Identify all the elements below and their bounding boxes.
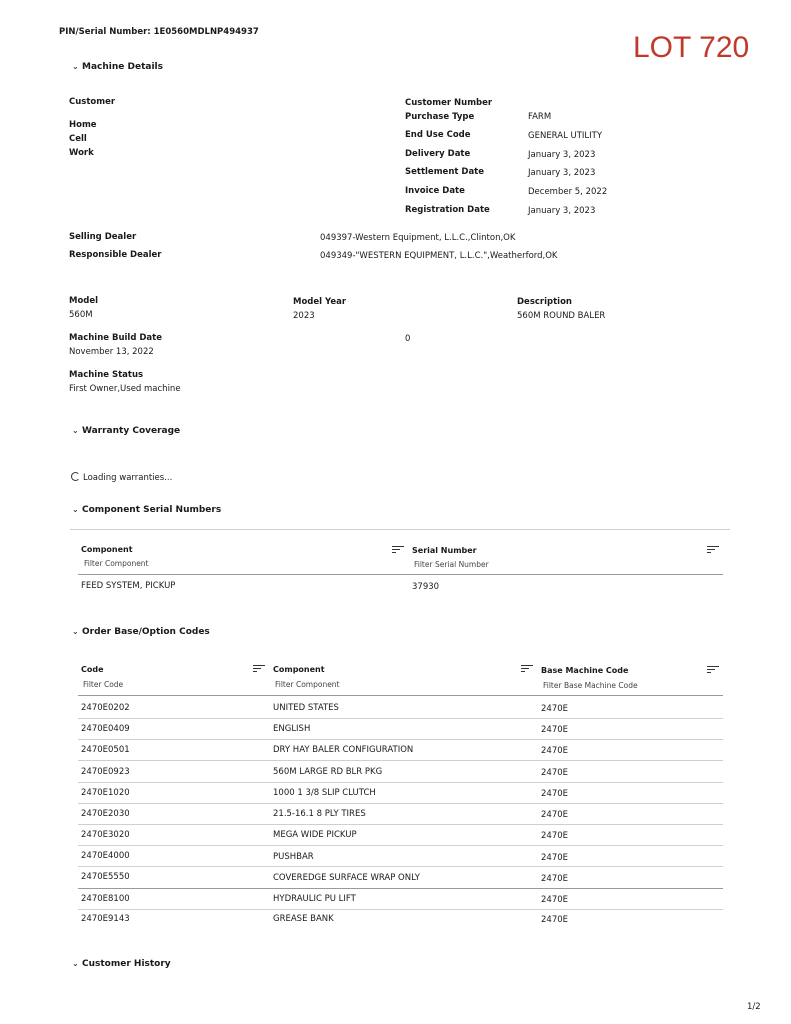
chevron-down-icon: ⌄ bbox=[72, 62, 79, 71]
page-number: 1/2 bbox=[747, 1002, 761, 1012]
row-divider bbox=[78, 909, 723, 910]
model-year-label: Model Year bbox=[293, 297, 347, 307]
row-divider bbox=[78, 739, 723, 740]
customer-history-title: Customer History bbox=[82, 959, 171, 969]
row-divider bbox=[78, 760, 723, 761]
model-value: 560M bbox=[69, 310, 93, 320]
purchase-type-value: FARM bbox=[528, 112, 552, 122]
registration-date-label: Registration Date bbox=[405, 205, 490, 215]
model-label: Model bbox=[69, 296, 99, 306]
filter-order-component-input[interactable]: Filter Component bbox=[275, 680, 340, 689]
component-serials-toggle[interactable] bbox=[72, 505, 221, 515]
row-divider bbox=[78, 718, 723, 719]
order-code-cell: 2470E0923 bbox=[81, 767, 130, 777]
delivery-date-value: January 3, 2023 bbox=[528, 150, 596, 160]
invoice-date-value: December 5, 2022 bbox=[528, 187, 608, 197]
pin-serial-number: PIN/Serial Number: 1E0560MDLNP494937 bbox=[59, 27, 259, 37]
order-code-cell: 2470E2030 bbox=[81, 809, 130, 819]
work-label: Work bbox=[69, 148, 94, 158]
filter-code-input[interactable]: Filter Code bbox=[83, 680, 124, 689]
customer-label: Customer bbox=[69, 97, 116, 107]
machine-details-toggle[interactable] bbox=[72, 62, 163, 72]
registration-date-value: January 3, 2023 bbox=[528, 206, 596, 216]
order-component-cell: 560M LARGE RD BLR PKG bbox=[273, 767, 383, 777]
order-component-cell: ENGLISH bbox=[273, 724, 311, 734]
machine-details-title: Machine Details bbox=[82, 62, 163, 72]
selling-dealer-value: 049397-Western Equipment, L.L.C.,Clinton,OK bbox=[320, 233, 516, 243]
order-base-code-cell: 2470E bbox=[541, 746, 569, 756]
description-value: 560M ROUND BALER bbox=[517, 311, 606, 321]
order-base-code-cell: 2470E bbox=[541, 725, 569, 735]
end-use-code-label: End Use Code bbox=[405, 130, 471, 140]
order-code-cell: 2470E0409 bbox=[81, 724, 130, 734]
serial-row-number: 37930 bbox=[412, 582, 440, 592]
table-header-divider bbox=[78, 574, 723, 575]
order-base-code-cell: 2470E bbox=[541, 874, 569, 884]
serial-number-column-header[interactable]: Serial Number bbox=[412, 546, 477, 555]
order-code-cell: 2470E0202 bbox=[81, 703, 130, 713]
order-base-code-cell: 2470E bbox=[541, 704, 569, 714]
order-code-cell: 2470E5550 bbox=[81, 872, 130, 882]
order-component-cell: 1000 1 3/8 SLIP CLUTCH bbox=[273, 788, 376, 798]
order-codes-title: Order Base/Option Codes bbox=[82, 627, 210, 637]
order-code-cell: 2470E8100 bbox=[81, 894, 130, 904]
end-use-code-value: GENERAL UTILITY bbox=[528, 131, 603, 141]
sort-icon[interactable] bbox=[392, 546, 404, 554]
lot-number: LOT 720 bbox=[633, 31, 750, 64]
table-header-divider bbox=[78, 695, 723, 696]
order-base-code-cell: 2470E bbox=[541, 831, 569, 841]
order-component-cell: COVEREDGE SURFACE WRAP ONLY bbox=[273, 873, 420, 883]
chevron-down-icon: ⌄ bbox=[72, 959, 79, 968]
responsible-dealer-value: 049349-"WESTERN EQUIPMENT, L.L.C.",Weatherford,OK bbox=[320, 251, 558, 261]
order-base-code-cell: 2470E bbox=[541, 810, 569, 820]
filter-base-machine-code-input[interactable]: Filter Base Machine Code bbox=[543, 681, 638, 690]
filter-component-input[interactable]: Filter Component bbox=[84, 559, 149, 568]
order-component-cell: GREASE BANK bbox=[273, 914, 334, 924]
order-base-code-cell: 2470E bbox=[541, 915, 569, 925]
order-code-cell: 2470E4000 bbox=[81, 851, 130, 861]
loading-warranties-text: Loading warranties... bbox=[83, 473, 173, 483]
order-component-cell: 21.5-16.1 8 PLY TIRES bbox=[273, 809, 366, 819]
order-component-cell: MEGA WIDE PICKUP bbox=[273, 830, 357, 840]
build-date-value: November 13, 2022 bbox=[69, 347, 154, 357]
home-label: Home bbox=[69, 120, 97, 130]
selling-dealer-label: Selling Dealer bbox=[69, 232, 137, 242]
row-divider bbox=[78, 866, 723, 867]
settlement-date-value: January 3, 2023 bbox=[528, 168, 596, 178]
loading-spinner-icon bbox=[71, 472, 80, 481]
customer-number-label: Customer Number bbox=[405, 98, 493, 108]
sort-icon[interactable] bbox=[707, 546, 719, 554]
component-serials-title: Component Serial Numbers bbox=[82, 505, 222, 515]
row-divider bbox=[78, 803, 723, 804]
order-code-cell: 2470E3020 bbox=[81, 830, 130, 840]
filter-serial-number-input[interactable]: Filter Serial Number bbox=[414, 560, 489, 569]
order-codes-toggle[interactable] bbox=[72, 627, 210, 637]
order-component-cell: UNITED STATES bbox=[273, 703, 339, 713]
order-component-cell: HYDRAULIC PU LIFT bbox=[273, 894, 356, 904]
row-divider bbox=[78, 824, 723, 825]
responsible-dealer-label: Responsible Dealer bbox=[69, 250, 162, 260]
build-date-label: Machine Build Date bbox=[69, 333, 162, 343]
order-code-cell: 2470E0501 bbox=[81, 745, 130, 755]
sort-icon[interactable] bbox=[253, 665, 265, 673]
component-column-header[interactable]: Component bbox=[81, 545, 133, 554]
order-component-cell: DRY HAY BALER CONFIGURATION bbox=[273, 745, 414, 755]
row-divider bbox=[78, 782, 723, 783]
description-label: Description bbox=[517, 297, 572, 307]
cell-label: Cell bbox=[69, 134, 87, 144]
warranty-coverage-title: Warranty Coverage bbox=[82, 426, 181, 436]
code-column-header[interactable]: Code bbox=[81, 665, 104, 674]
customer-history-toggle[interactable] bbox=[72, 959, 171, 969]
row-divider bbox=[78, 845, 723, 846]
invoice-date-label: Invoice Date bbox=[405, 186, 465, 196]
machine-status-value: First Owner,Used machine bbox=[69, 384, 181, 394]
sort-icon[interactable] bbox=[521, 665, 533, 673]
loading-warranties bbox=[71, 472, 172, 483]
order-base-code-cell: 2470E bbox=[541, 853, 569, 863]
order-component-column-header[interactable]: Component bbox=[273, 665, 325, 674]
build-extra-value: 0 bbox=[405, 334, 411, 344]
chevron-down-icon: ⌄ bbox=[72, 627, 79, 636]
row-divider bbox=[78, 888, 723, 889]
order-base-code-cell: 2470E bbox=[541, 768, 569, 778]
order-code-cell: 2470E9143 bbox=[81, 914, 130, 924]
order-component-cell: PUSHBAR bbox=[273, 852, 314, 862]
purchase-type-label: Purchase Type bbox=[405, 112, 475, 122]
settlement-date-label: Settlement Date bbox=[405, 167, 485, 177]
section-divider bbox=[70, 529, 730, 530]
serial-row-component: FEED SYSTEM, PICKUP bbox=[81, 581, 176, 591]
model-year-value: 2023 bbox=[293, 311, 315, 321]
order-base-code-cell: 2470E bbox=[541, 789, 569, 799]
order-code-cell: 2470E1020 bbox=[81, 788, 130, 798]
chevron-down-icon: ⌄ bbox=[72, 426, 79, 435]
warranty-coverage-toggle[interactable] bbox=[72, 426, 180, 436]
base-machine-code-column-header[interactable]: Base Machine Code bbox=[541, 666, 629, 675]
chevron-down-icon: ⌄ bbox=[72, 505, 79, 514]
delivery-date-label: Delivery Date bbox=[405, 149, 471, 159]
machine-status-label: Machine Status bbox=[69, 370, 144, 380]
sort-icon[interactable] bbox=[707, 666, 719, 674]
order-base-code-cell: 2470E bbox=[541, 895, 569, 905]
